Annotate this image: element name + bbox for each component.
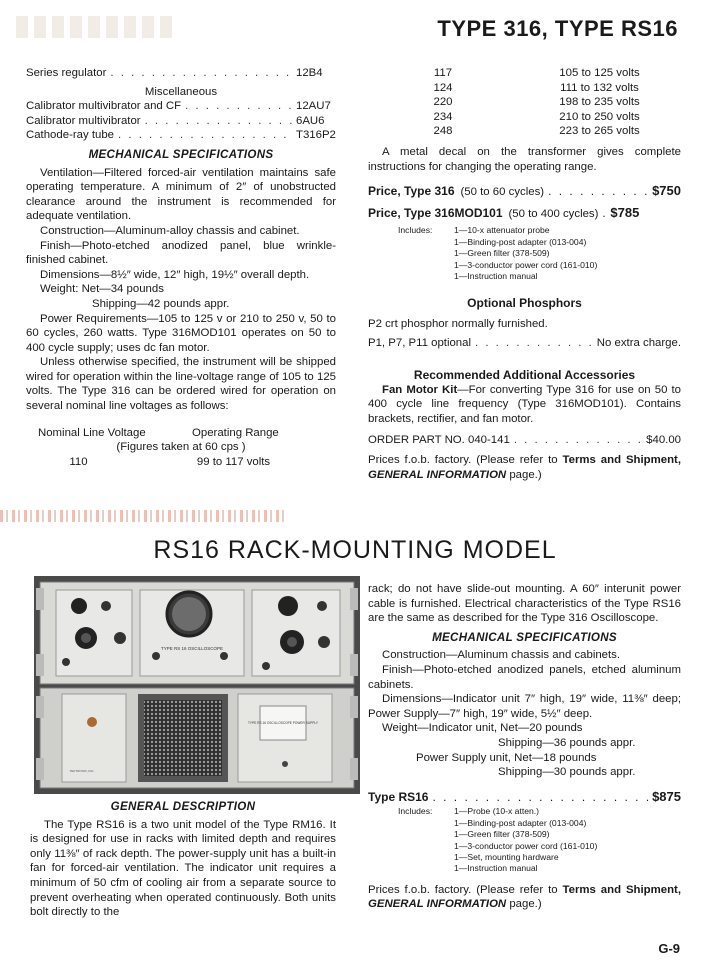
voltage-table-header: Nominal Line Voltage Operating Range: [38, 426, 279, 439]
dimensions-text: Dimensions—8½″ wide, 12″ high, 19½″ overall depth.: [40, 268, 310, 281]
list-item: 1—Instruction manual: [454, 863, 538, 874]
right-bottom-column: [368, 582, 681, 912]
price-row-316: Price, Type 316 (50 to 60 cycles) . . . $750: [368, 184, 681, 200]
tube-label: Series regulator: [26, 67, 107, 79]
includes-list-316: Includes: 1—10-x attenuator probe 1—Binding-post adapter (013-004) 1—Green filter (378-509) 1—3-conductor power cord (161-010) 1—Instruction manual: [398, 225, 598, 281]
voltage-row: 234 210 to 250 volts: [433, 110, 640, 123]
voltage-row: 117 105 to 125 volts: [433, 67, 640, 79]
weight-shipping: Shipping—42 pounds appr.: [92, 297, 230, 310]
price-row-rs16: Type RS16 . . . $875: [368, 790, 681, 805]
list-item: 1—3-conductor power cord (161-010): [454, 840, 598, 851]
list-item: 1—10-x attenuator probe: [454, 225, 550, 236]
page-header-title: TYPE 316, TYPE RS16: [437, 16, 678, 41]
list-item: 1—3-conductor power cord (161-010): [454, 259, 598, 270]
list-item: 1—Binding-post adapter (013-004): [454, 817, 587, 828]
list-item: 1—Probe (10-x atten.): [454, 806, 540, 817]
fan-motor-kit-text: Fan Motor Kit—For converting Type 316 for use on 50 to 400 cycle line frequency (Type 316MOD101). Contains brackets, rectifier, and fan motor.: [368, 383, 681, 425]
brand-label: TEKTRONIX, INC.: [69, 769, 95, 773]
power-requirements-text: Power Requirements—105 to 125 v or 210 to 250 v, 50 to 60 cycles, 260 watts. Type 316MOD101 operates on 50 to 400 cycle supply; uses dc fan motor.: [26, 312, 336, 354]
decal-note: A metal decal on the transformer gives complete instructions for changing the operating range.: [368, 145, 681, 173]
construction-text: Construction—Aluminum-alloy chassis and cabinet.: [40, 224, 300, 237]
mech-spec-title: MECHANICAL SPECIFICATIONS: [88, 147, 274, 161]
weight-indicator-shipping: Shipping—36 pounds appr.: [498, 736, 636, 749]
tube-value: 12B4: [296, 67, 323, 79]
order-part-row: ORDER PART NO. 040-141 . . . $40.00: [368, 433, 681, 448]
dimensions-text: Dimensions—Indicator unit 7″ high, 19″ wide, 11⅜″ deep; Power Supply—7″ high, 19″ wide, 5½″ deep.: [368, 693, 681, 720]
fob-note: Prices f.o.b. factory. (Please refer to Terms and Shipment, GENERAL INFORMATION page.): [368, 883, 681, 911]
accessories-title: Recommended Additional Accessories: [413, 368, 636, 383]
page-number: G-9: [658, 941, 680, 956]
left-bottom-column: [30, 800, 336, 920]
voltage-note: (Figures taken at 60 cps ): [116, 441, 246, 454]
tube-row: Calibrator multivibrator . . . 6AU6: [26, 114, 336, 129]
ventilation-text: Ventilation—Filtered forced-air ventilation maintains safe operating temperature. A minimum of 2″ of unobstructed clearance around the instrument is recommended for adequate ventilation.: [26, 166, 336, 223]
weight-net: Weight: Net—34 pounds: [40, 283, 164, 296]
voltage-row: 220 198 to 235 volts: [433, 96, 640, 109]
finish-text: Finish—Photo-etched anodized panels, etched aluminum cabinets.: [368, 663, 681, 691]
fob-note: Prices f.o.b. factory. (Please refer to Terms and Shipment, GENERAL INFORMATION page.): [368, 454, 681, 481]
panel-label: TYPE RS 16 OSCILLOSCOPE: [160, 646, 224, 651]
psu-label: TYPE RS 16 OSCILLOSCOPE POWER SUPPLY: [247, 721, 319, 725]
continuation-text: rack; do not have slide-out mounting. A 60″ interunit power cable is furnished. Electrical characteristics of the Type RS16 are the same as described for the Type 316 Oscilloscope.: [368, 583, 681, 625]
includes-list-rs16: Includes: 1—Probe (10-x atten.) 1—Binding-post adapter (013-004) 1—Green filter (378-509) 1—3-conductor power cord (161-010) 1—Set, mounting hardware 1—Instruction manual: [398, 806, 598, 874]
list-item: 1—Instruction manual: [454, 270, 538, 281]
mech-spec-title-rs16: MECHANICAL SPECIFICATIONS: [432, 630, 617, 644]
list-item: 1—Green filter (378-509): [454, 829, 550, 840]
right-top-column: [368, 66, 681, 482]
general-description-text: The Type RS16 is a two unit model of the Type RM16. It is designed for use in racks with limited depth and requires only 11⅜″ of rack depth. The power-supply unit has a built-in fan for forced-air ventilation. The indicator unit requires a minimum of 50 cfm of cooling air from a separate source to prevent overheating when operated continuously. Both units bolt directly to the: [30, 818, 336, 919]
optional-phosphors-title: Optional Phosphors: [467, 296, 582, 311]
weight-indicator-net: Weight—Indicator unit, Net—20 pounds: [382, 722, 583, 735]
phosphor-optional-row: P1, P7, P11 optional . . . No extra charge.: [368, 336, 681, 351]
phosphor-standard: P2 crt phosphor normally furnished.: [368, 317, 548, 330]
voltage-row: 248 223 to 265 volts: [433, 125, 640, 138]
misc-heading: Miscellaneous: [144, 85, 218, 98]
finish-text: Finish—Photo-etched anodized panel, blue wrinkle-finished cabinet.: [26, 239, 336, 267]
construction-text: Construction—Aluminum chassis and cabinets.: [382, 649, 621, 662]
scan-artifact: [16, 16, 176, 38]
weight-psu-shipping: Shipping—30 pounds appr.: [498, 766, 636, 779]
voltage-row: 124 111 to 132 volts: [433, 81, 639, 94]
list-item: 1—Set, mounting hardware: [454, 851, 559, 862]
list-item: 1—Green filter (378-509): [454, 248, 550, 259]
tube-row: [26, 66, 336, 81]
list-item: 1—Binding-post adapter (013-004): [454, 236, 587, 247]
tube-row: Calibrator multivibrator and CF . . . 12AU7: [26, 99, 336, 114]
rs16-photo: [34, 576, 360, 794]
general-description-title: GENERAL DESCRIPTION: [110, 800, 256, 813]
line-voltage-text: Unless otherwise specified, the instrument will be shipped wired for operation within the line-voltage range of 105 to 125 volts. The Type 316 can be ordered wired for operation on several nominal line voltages as follows:: [26, 356, 336, 413]
weight-psu-net: Power Supply unit, Net—18 pounds: [416, 751, 597, 764]
tube-row: Cathode-ray tube . . . T316P2: [26, 128, 336, 143]
voltage-row: 110 99 to 117 volts: [69, 455, 271, 468]
scan-artifact: [0, 510, 285, 522]
voltage-table-continued: [368, 66, 681, 139]
section-title: RS16 RACK-MOUNTING MODEL: [153, 536, 557, 564]
left-top-column: [26, 66, 336, 469]
price-row-316mod101: Price, Type 316MOD101 (50 to 400 cycles) . . . $785: [368, 206, 681, 222]
